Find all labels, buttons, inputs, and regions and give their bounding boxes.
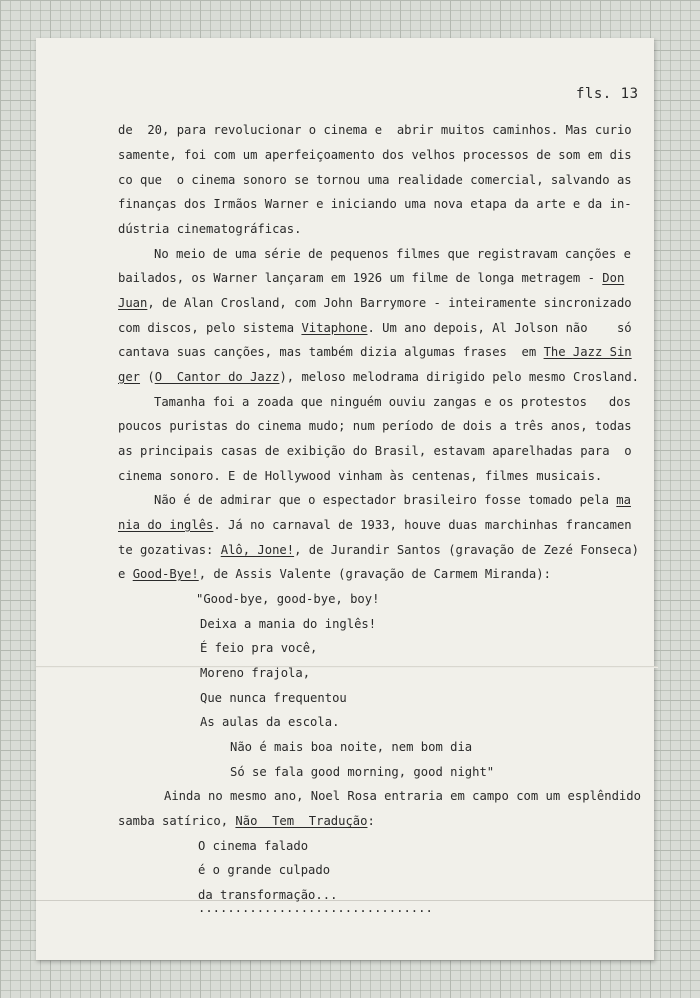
- underlined-title: O Cantor do Jazz: [154, 370, 280, 384]
- text-line: [118, 143, 632, 168]
- verse-line: [196, 587, 379, 612]
- text-run: as principais casas de exibição do Brasil, estavam aparelhadas para o: [118, 444, 632, 458]
- text-run: As aulas da escola.: [200, 715, 340, 729]
- text-run: Que nunca frequentou: [200, 691, 347, 705]
- verse-line: [200, 636, 317, 661]
- text-run: :: [367, 814, 375, 828]
- text-line: [118, 809, 375, 834]
- text-line: [118, 464, 602, 489]
- text-line: [118, 513, 632, 538]
- underlined-title: Alô, Jone!: [220, 543, 295, 557]
- verse-line: [230, 760, 494, 785]
- verse-line: [198, 834, 308, 859]
- underlined-title: ma: [616, 493, 631, 507]
- underlined-title: Juan: [118, 296, 148, 310]
- text-run: cinema sonoro. E de Hollywood vinham às centenas, filmes musicais.: [118, 469, 603, 483]
- text-line: [118, 192, 632, 217]
- text-run: No meio de uma série de pequenos filmes que registravam canções e: [154, 247, 631, 261]
- text-run: . Um ano depois, Al Jolson não só: [367, 321, 632, 335]
- text-run: te gozativas:: [118, 543, 221, 557]
- text-run: samente, foi com um aperfeiçoamento dos velhos processos de som em dis: [118, 148, 632, 162]
- underlined-title: Não Tem Tradução: [235, 814, 368, 828]
- text-line: [118, 365, 639, 390]
- text-run: Não é mais boa noite, nem bom dia: [230, 740, 473, 754]
- text-run: . Já no carnaval de 1933, houve duas marchinhas francamen: [213, 518, 632, 532]
- text-run: É feio pra você,: [200, 641, 318, 655]
- underlined-title: ger: [118, 370, 141, 384]
- text-line: [118, 562, 551, 587]
- text-run: da transformação...: [198, 888, 338, 902]
- text-run: samba satírico,: [118, 814, 236, 828]
- text-line: [118, 168, 632, 193]
- verse-line: [200, 612, 376, 637]
- text-line: [154, 242, 631, 267]
- text-run: cantava suas canções, mas também dizia algumas frases em: [118, 345, 544, 359]
- text-line: [118, 414, 632, 439]
- text-line: [118, 439, 632, 464]
- text-run: Tamanha foi a zoada que ninguém ouviu zangas e os protestos dos: [154, 395, 631, 409]
- text-run: Ainda no mesmo ano, Noel Rosa entraria em campo com um esplêndido: [164, 789, 641, 803]
- text-run: Só se fala good morning, good night": [230, 765, 495, 779]
- text-run: O cinema falado: [198, 839, 309, 853]
- dotted-line: [198, 896, 433, 921]
- verse-line: [200, 710, 339, 735]
- text-line: [118, 538, 639, 563]
- text-run: ................................: [198, 901, 433, 915]
- page-number: fls. 13: [576, 86, 639, 102]
- text-run: co que o cinema sonoro se tornou uma realidade comercial, salvando as: [118, 173, 632, 187]
- text-run: é o grande culpado: [198, 863, 331, 877]
- text-run: ), meloso melodrama dirigido pelo mesmo Crosland.: [279, 370, 639, 384]
- text-line: [118, 340, 632, 365]
- text-run: Não é de admirar que o espectador brasileiro fosse tomado pela: [154, 493, 617, 507]
- text-line: [118, 217, 301, 242]
- text-run: , de Assis Valente (gravação de Carmem Miranda):: [198, 567, 551, 581]
- text-run: com discos, pelo sistema: [118, 321, 302, 335]
- text-run: finanças dos Irmãos Warner e iniciando uma nova etapa da arte e da in-: [118, 197, 632, 211]
- underlined-title: The Jazz Sin: [543, 345, 632, 359]
- text-run: , de Jurandir Santos (gravação de Zezé Fonseca): [294, 543, 639, 557]
- text-line: [118, 291, 632, 316]
- text-line: [154, 488, 631, 513]
- paper-fold-edge: [36, 666, 658, 668]
- text-line: [154, 390, 631, 415]
- text-line: [164, 784, 641, 809]
- text-line: [118, 316, 632, 341]
- text-run: e: [118, 567, 133, 581]
- verse-line: [200, 686, 347, 711]
- verse-line: [198, 858, 330, 883]
- text-run: Moreno frajola,: [200, 666, 311, 680]
- verse-line: [200, 661, 310, 686]
- text-run: poucos puristas do cinema mudo; num período de dois a três anos, todas: [118, 419, 632, 433]
- underlined-title: Vitaphone: [301, 321, 368, 335]
- underlined-title: Don: [602, 271, 625, 285]
- text-run: Deixa a mania do inglês!: [200, 617, 377, 631]
- text-line: [118, 266, 624, 291]
- text-run: , de Alan Crosland, com John Barrymore - inteiramente sincronizado: [147, 296, 632, 310]
- underlined-title: Good-Bye!: [132, 567, 199, 581]
- text-line: [118, 118, 632, 143]
- verse-line: [230, 735, 472, 760]
- text-run: de 20, para revolucionar o cinema e abrir muitos caminhos. Mas curio: [118, 123, 632, 137]
- text-run: bailados, os Warner lançaram em 1926 um filme de longa metragem -: [118, 271, 603, 285]
- text-run: dústria cinematográficas.: [118, 222, 302, 236]
- underlined-title: nia do inglês: [118, 518, 214, 532]
- text-run: "Good-bye, good-bye, boy!: [196, 592, 380, 606]
- text-run: (: [140, 370, 155, 384]
